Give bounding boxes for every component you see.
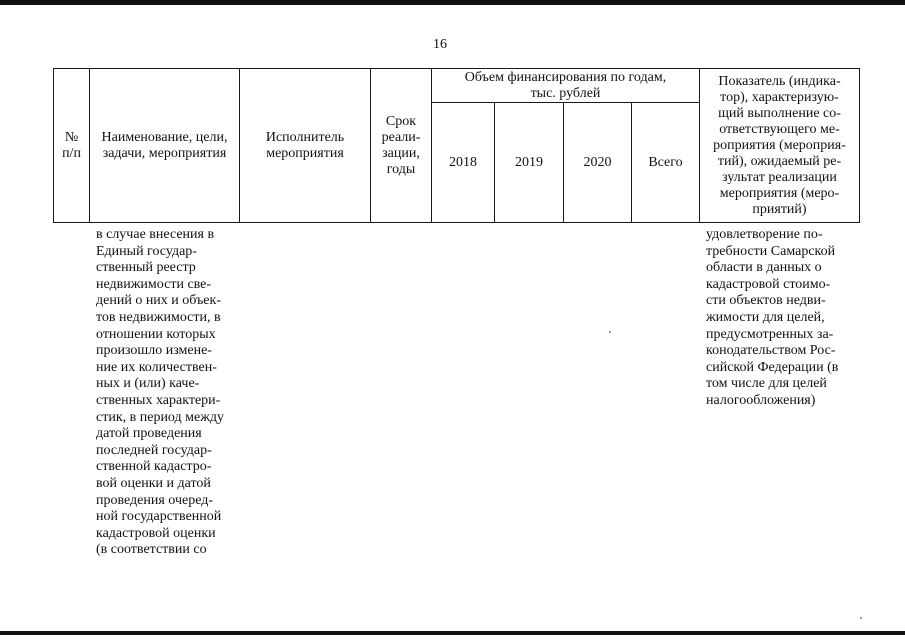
row-name-text: в случае внесения в Единый государ- ственный реестр недвижимости све- дений о них и объек- тов недвижимости, в отношении которых произошло измене- ние их количествен- ных и (или) каче- ственных характери- стик, в период между датой проведения последней государ- ственной кадастро- вой оценки и датой проведения очеред- ной государственной кадастровой оценки (в соответствии со: [96, 227, 225, 558]
header-total-label: Всего: [648, 154, 683, 170]
scan-speck: [860, 617, 862, 619]
header-name-label: Наименование, цели, задачи, мероприятия: [101, 129, 228, 161]
header-total: [631, 102, 700, 223]
row-indicator-text: удовлетворение по- требности Самарской области в данных о кадастровой стоимо- сти объектов недви- жимости для целей, предусмотренных за- конодательством Рос- сийской Федерации (в том числе для целей налогообложения): [706, 227, 839, 408]
header-year-2020: [563, 102, 632, 223]
header-number: [53, 68, 90, 223]
header-indicator: [699, 68, 860, 223]
top-edge-line: [0, 0, 905, 5]
scan-speck: [609, 331, 611, 333]
header-year-2020-label: 2020: [583, 154, 612, 170]
header-year-2018: [431, 102, 495, 223]
header-year-2018-label: 2018: [449, 154, 477, 170]
header-year-2019-label: 2019: [515, 154, 543, 170]
header-indicator-label: Показатель (индика- тор), характеризую- щий выполнение со- ответствующего ме- роприятия (мероприя- тий), ожидаемый ре- зультат реализации мероприятия (меро- приятий): [713, 73, 846, 217]
header-name: [89, 68, 240, 223]
header-number-label: № п/п: [62, 129, 81, 161]
header-executor: [239, 68, 371, 223]
header-executor-label: Исполнитель мероприятия: [265, 129, 345, 161]
header-financing-label: Объем финансирования по годам, тыс. рублей: [464, 69, 667, 101]
header-year-2019: [494, 102, 564, 223]
header-term-label: Срок реали- зации, годы: [381, 113, 421, 177]
bottom-edge-line: [0, 631, 905, 635]
page-number: 16: [433, 37, 447, 52]
header-financing: [431, 68, 700, 103]
header-term: [370, 68, 432, 223]
